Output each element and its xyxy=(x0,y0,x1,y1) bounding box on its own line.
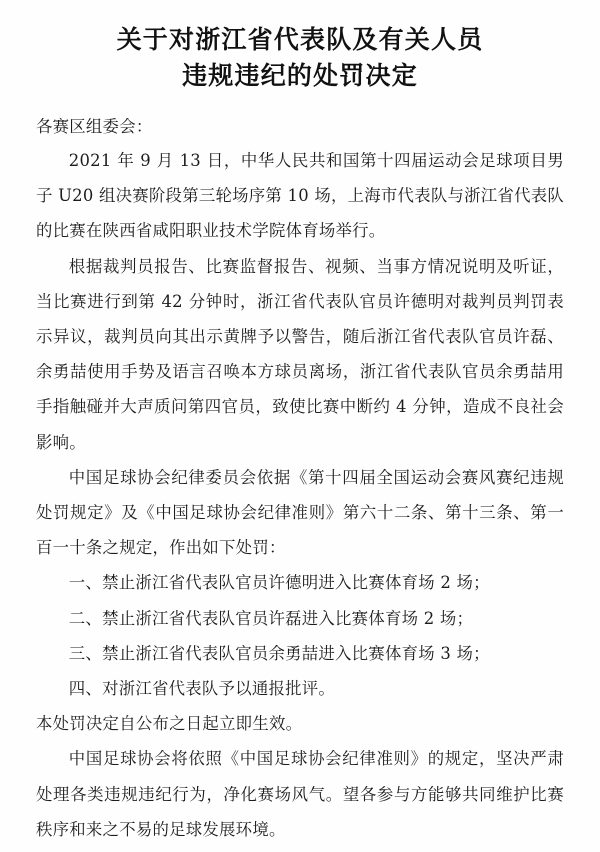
page-title xyxy=(0,0,600,94)
paragraph-incident-details: 根据裁判员报告、比赛监督报告、视频、当事方情况说明及听证，当比赛进行到第 42 分钟时，浙江省代表队官员许德明对裁判员判罚表示异议，裁判员向其出示黄牌予以警告，随后浙江省代表队官员许磊、余勇喆使用手势及语言召唤本方球员离场，浙江省代表队官员余勇喆用手指触碰并大声质问第四官员，致使比赛中断约 4 分钟，造成不良社会影响。 xyxy=(36,256,564,452)
page-title-line-2: 违规违纪的处罚决定 xyxy=(182,61,418,90)
salutation: 各赛区组委会： xyxy=(36,117,153,136)
document-body xyxy=(0,94,600,847)
paragraph-closing-statement: 中国足球协会将依照《中国足球协会纪律准则》的规定，坚决严肃处理各类违规违纪行为，净化赛场风气。望各参与方能够共同维护比赛秩序和来之不易的足球发展环境。 xyxy=(36,749,564,839)
effective-notice: 本处罚决定自公布之日起立即生效。 xyxy=(36,714,303,734)
paragraph-incident-context: 2021 年 9 月 13 日，中华人民共和国第十四届运动会足球项目男子 U20 组决赛阶段第三轮场序第 10 场，上海市代表队与浙江省代表队的比赛在陕西省咸阳职业技术学院体育场举行。 xyxy=(36,151,564,241)
penalty-item-1: 一、禁止浙江省代表队官员许德明进入比赛体育场 2 场； xyxy=(68,573,490,593)
paragraph-legal-basis: 中国足球协会纪律委员会依据《第十四届全国运动会赛风赛纪违规处罚规定》及《中国足球协会纪律准则》第六十二条、第十三条、第一百一十条之规定，作出如下处罚： xyxy=(36,467,564,558)
page-title-line-1: 关于对浙江省代表队及有关人员 xyxy=(116,25,484,54)
penalty-item-3: 三、禁止浙江省代表队官员余勇喆进入比赛体育场 3 场； xyxy=(68,643,490,663)
penalty-item-4: 四、对浙江省代表队予以通报批评。 xyxy=(68,679,336,699)
penalty-item-2: 二、禁止浙江省代表队官员许磊进入比赛体育场 2 场； xyxy=(68,608,474,628)
